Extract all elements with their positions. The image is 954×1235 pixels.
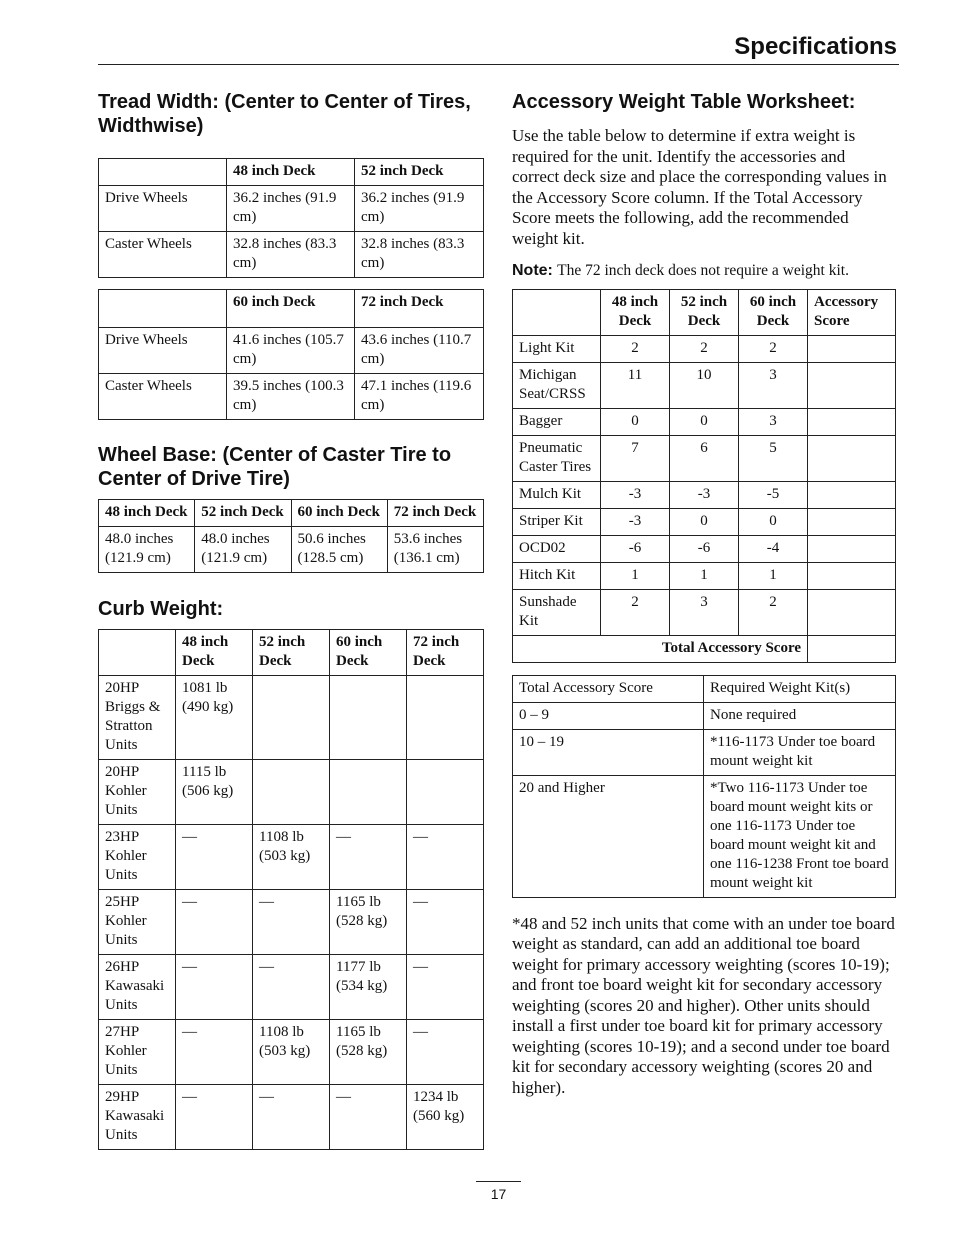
weight-kit-table [512,675,896,898]
table-row [513,335,896,362]
table-cell: Drive Wheels [99,328,227,374]
table-cell: — [407,1020,484,1085]
table-cell: 26HP Kawasaki Units [99,955,176,1020]
table-cell: Pneumatic Caster Tires [513,435,601,481]
accessory-score-cell[interactable] [808,435,896,481]
table-cell: 1115 lb (506 kg) [176,760,253,825]
table-cell: — [176,1020,253,1085]
table-cell: 32.8 inches (83.3 cm) [227,232,355,278]
note-label: Note: [512,262,553,279]
table-cell: 1165 lb (528 kg) [330,890,407,955]
table-cell: 27HP Kohler Units [99,1020,176,1085]
table-cell: Light Kit [513,335,601,362]
table-header-cell: 60 inch Deck [330,630,407,676]
accessory-score-cell[interactable] [808,562,896,589]
table-cell: — [253,1085,330,1150]
note-text: The 72 inch deck does not require a weight kit. [557,262,849,279]
table-cell [407,676,484,760]
table-header-cell: 72 inch Deck [355,290,484,328]
table-cell: Hitch Kit [513,562,601,589]
table-header-cell: 52 inch Deck [355,159,484,186]
accessory-score-cell[interactable] [808,335,896,362]
table-row [513,535,896,562]
table-row [513,775,896,897]
table-cell: 1234 lb (560 kg) [407,1085,484,1150]
table-cell: 32.8 inches (83.3 cm) [355,232,484,278]
table-row [99,760,484,825]
table-cell [407,760,484,825]
table-header-row [99,500,484,527]
table-row [99,955,484,1020]
table-header-cell [99,159,227,186]
tread-width-heading: Tread Width: (Center to Center of Tires, Widthwise) [98,91,471,137]
accessory-score-cell[interactable] [808,508,896,535]
wheel-base-table [98,499,484,573]
table-cell: 1108 lb (503 kg) [253,825,330,890]
table-cell: 23HP Kohler Units [99,825,176,890]
table-cell: 1108 lb (503 kg) [253,1020,330,1085]
page-number: 17 [490,1186,507,1202]
table-cell: 1177 lb (534 kg) [330,955,407,1020]
table-cell: — [176,955,253,1020]
table-cell: 50.6 inches (128.5 cm) [291,527,387,573]
accessory-score-cell[interactable] [808,589,896,635]
table-cell: 48.0 inches (121.9 cm) [195,527,291,573]
table-cell: — [407,825,484,890]
table-cell: 2 [601,589,670,635]
table-cell: 29HP Kawasaki Units [99,1085,176,1150]
table-cell: 36.2 inches (91.9 cm) [355,186,484,232]
tread-table-60-72 [98,289,484,420]
table-cell: -4 [739,535,808,562]
table-cell: -3 [670,481,739,508]
table-cell: 10 – 19 [513,729,704,775]
table-cell: None required [704,702,896,729]
table-row [513,562,896,589]
table-header-cell: Total Accessory Score [513,675,704,702]
table-cell [253,760,330,825]
accessory-score-cell[interactable] [808,362,896,408]
table-cell: 10 [670,362,739,408]
table-header-cell: 72 inch Deck [387,500,483,527]
table-cell: *Two 116-1173 Under toe board mount weight kits or one 116-1173 Under toe board mount weight kit and one 116-1238 Front toe board mount weight kit [704,775,896,897]
table-cell: 0 [739,508,808,535]
table-cell: -5 [739,481,808,508]
table-cell: 3 [739,408,808,435]
table-cell: 0 [601,408,670,435]
table-row [99,890,484,955]
table-cell: 47.1 inches (119.6 cm) [355,374,484,420]
table-cell: -3 [601,481,670,508]
table-cell: 20HP Briggs & Stratton Units [99,676,176,760]
table-header-row [99,630,484,676]
wheel-base-heading: Wheel Base: (Center of Caster Tire to Center of Drive Tire) [98,444,452,490]
table-row [99,1020,484,1085]
table-cell: — [253,890,330,955]
table-row [99,328,484,374]
table-cell: 1 [739,562,808,589]
left-column [98,90,484,1150]
table-header-cell: 48 inch Deck [99,500,195,527]
table-cell [330,676,407,760]
table-header-cell [99,290,227,328]
table-header-row [99,290,484,328]
table-header-cell: 48 inch Deck [601,289,670,335]
table-cell: 5 [739,435,808,481]
accessory-heading: Accessory Weight Table Worksheet: [512,91,856,113]
table-cell: 36.2 inches (91.9 cm) [227,186,355,232]
table-header-cell: 48 inch Deck [227,159,355,186]
right-column [512,90,896,1098]
table-cell: — [407,955,484,1020]
table-row [99,232,484,278]
accessory-score-cell[interactable] [808,481,896,508]
table-row [513,481,896,508]
table-cell: 2 [739,335,808,362]
table-row [99,374,484,420]
table-cell: — [407,890,484,955]
table-cell: 53.6 inches (136.1 cm) [387,527,483,573]
page-number-rule [476,1181,521,1182]
table-row [99,1085,484,1150]
curb-weight-heading: Curb Weight: [98,598,224,620]
table-header-cell: 60 inch Deck [227,290,355,328]
table-cell: Mulch Kit [513,481,601,508]
table-header-cell: Required Weight Kit(s) [704,675,896,702]
table-row [99,186,484,232]
table-cell: — [253,955,330,1020]
table-cell: Striper Kit [513,508,601,535]
tread-table-48-52 [98,158,484,278]
table-cell: 39.5 inches (100.3 cm) [227,374,355,420]
table-header-cell: 60 inch Deck [291,500,387,527]
table-cell: 2 [739,589,808,635]
footnote: *48 and 52 inch units that come with an under toe board weight as standard, can add an additional toe board weight for primary accessory weighting (scores 10-19); and front toe board weight kit for secondary accessory weighting (scores 20 and higher). Other units should install a first under toe board kit for primary accessory weighting (scores 10-19); and a second under toe board kit for secondary accessory weighting (scores 20 and higher). [512,913,895,1097]
table-cell: Michigan Seat/CRSS [513,362,601,408]
table-cell: 43.6 inches (110.7 cm) [355,328,484,374]
table-header-row [513,675,896,702]
table-row [99,825,484,890]
table-cell: — [176,1085,253,1150]
table-cell: Sunshade Kit [513,589,601,635]
table-cell: 6 [670,435,739,481]
total-accessory-score-cell[interactable] [808,635,896,662]
table-header-cell: 72 inch Deck [407,630,484,676]
table-cell: 20HP Kohler Units [99,760,176,825]
total-row [513,635,896,662]
accessory-score-cell[interactable] [808,535,896,562]
table-header-cell [99,630,176,676]
table-cell: — [176,825,253,890]
table-cell: 20 and Higher [513,775,704,897]
table-header-cell: Accessory Score [808,289,896,335]
table-cell [253,676,330,760]
total-accessory-score-label: Total Accessory Score [513,635,808,662]
table-cell: 3 [670,589,739,635]
table-cell: — [330,825,407,890]
table-header-cell: 52 inch Deck [253,630,330,676]
accessory-intro: Use the table below to determine if extra weight is required for the unit. Identify the accessories and correct deck size and place the corresponding values in the Accessory Score column. If the Total Accessory Score meets the following, add the recommended weight kit. [512,126,887,248]
table-row [99,676,484,760]
table-cell: Caster Wheels [99,374,227,420]
table-cell: — [330,1085,407,1150]
page-header-title: Specifications [734,33,897,60]
table-header-cell: 52 inch Deck [670,289,739,335]
table-cell: 0 [670,508,739,535]
table-cell: -6 [601,535,670,562]
table-cell: 2 [601,335,670,362]
table-header-cell: 48 inch Deck [176,630,253,676]
table-row [513,408,896,435]
table-cell: 48.0 inches (121.9 cm) [99,527,195,573]
table-header-cell: 52 inch Deck [195,500,291,527]
header-rule [98,64,899,65]
table-cell: — [176,890,253,955]
table-cell: 11 [601,362,670,408]
table-row [513,589,896,635]
table-cell: -6 [670,535,739,562]
accessory-table [512,289,896,663]
table-header-cell [513,289,601,335]
table-cell: 1 [670,562,739,589]
table-cell: -3 [601,508,670,535]
accessory-score-cell[interactable] [808,408,896,435]
table-cell: 3 [739,362,808,408]
table-cell: 0 [670,408,739,435]
table-cell: 2 [670,335,739,362]
table-cell: *116-1173 Under toe board mount weight kit [704,729,896,775]
table-header-row [513,289,896,335]
table-row [513,508,896,535]
table-cell [330,760,407,825]
table-row [513,729,896,775]
table-cell: 7 [601,435,670,481]
table-cell: 1 [601,562,670,589]
table-cell: Caster Wheels [99,232,227,278]
table-header-row [99,159,484,186]
table-cell: Bagger [513,408,601,435]
table-cell: OCD02 [513,535,601,562]
note [512,260,896,282]
table-cell: 25HP Kohler Units [99,890,176,955]
table-row [513,435,896,481]
table-cell: 1081 lb (490 kg) [176,676,253,760]
table-row [99,527,484,573]
table-cell: 1165 lb (528 kg) [330,1020,407,1085]
table-cell: Drive Wheels [99,186,227,232]
curb-weight-table [98,629,484,1150]
table-cell: 0 – 9 [513,702,704,729]
table-header-cell: 60 inch Deck [739,289,808,335]
table-row [513,362,896,408]
table-row [513,702,896,729]
table-cell: 41.6 inches (105.7 cm) [227,328,355,374]
